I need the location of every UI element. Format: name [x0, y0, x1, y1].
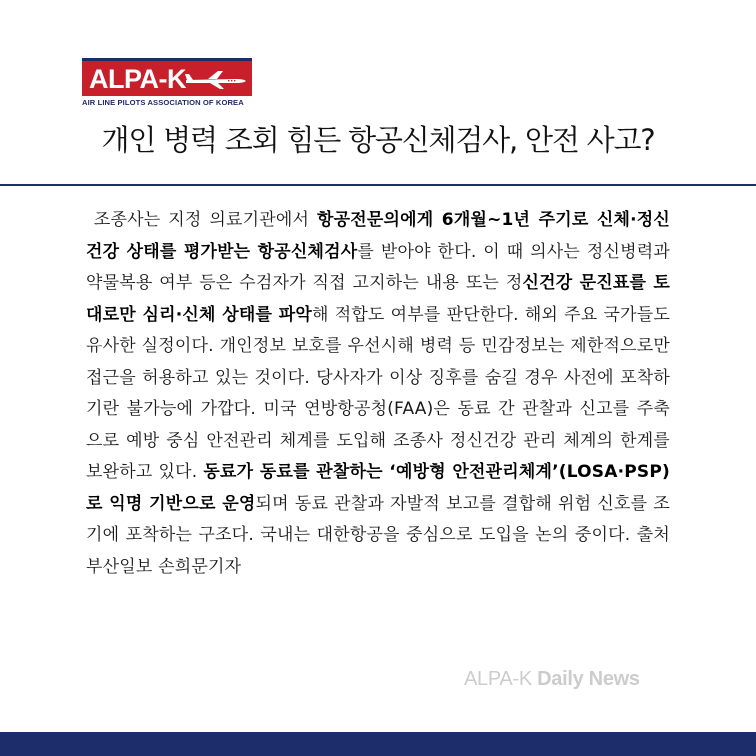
footer-bar	[0, 732, 756, 756]
article-text: 되며 동료 관찰과 자발적 보고를 결합해 위험 신호를 조기에 포착하는 구조다. 국내는 대한항공을 중심으로 도입을 논의 중이다.	[86, 493, 671, 545]
article-body	[86, 205, 670, 583]
article-emphasis: 신건강 문진표를 토대로만 심리·신체 상태를 파악	[86, 273, 670, 325]
watermark-prefix: ALPA-K	[464, 668, 538, 690]
article-text: 해 적합도 여부를 판단한다. 해외 주요 국가들도 유사한 실정이다. 개인정보 보호를 우선시해 병력 등 민감정보는 제한적으로만 접근을 허용하고 있는 것이다. 당사자가 이상 징후를 숨길 경우 사전에 포착하기란 불가능에 가깝다. 미국 연방항공청(FAA)은 동료 간 관찰과 신고를 주축으로 예방 중심 안전관리 체계를 도입해 조종사 정신건강 관리 체계의 한계를 보완하고 있다.	[86, 304, 670, 482]
logo-subtitle: AIR LINE PILOTS ASSOCIATION OF KOREA	[82, 98, 244, 107]
title-divider	[0, 184, 756, 186]
article-emphasis: 항공전문의에게 6개월~1년 주기로 신체·정신 건강 상태를 평가받는 항공신체검사	[86, 210, 670, 262]
article-text: 조종사는 지정 의료기관에서	[93, 210, 318, 230]
article-emphasis: 동료가 동료를 관찰하는 ‘예방형 안전관리체계’(LOSA·PSP)로 익명 기반으로 운영	[86, 462, 670, 514]
alpa-k-logo	[82, 58, 252, 108]
logo-name: ALPA-K	[89, 64, 186, 94]
logo-badge	[82, 58, 252, 96]
watermark	[464, 668, 640, 691]
article-text: 를 받아야 한다. 이 때 의사는 정신병력과 약물복용 여부 등은 수검자가 직접 고지하는 내용 또는 정	[86, 241, 671, 293]
watermark-suffix: Daily News	[537, 668, 640, 690]
article-credit: 출처 부산일보 손희문기자	[86, 525, 670, 577]
page-title: 개인 병력 조회 힘든 항공신체검사, 안전 사고?	[101, 123, 655, 157]
airplane-icon	[184, 68, 248, 90]
